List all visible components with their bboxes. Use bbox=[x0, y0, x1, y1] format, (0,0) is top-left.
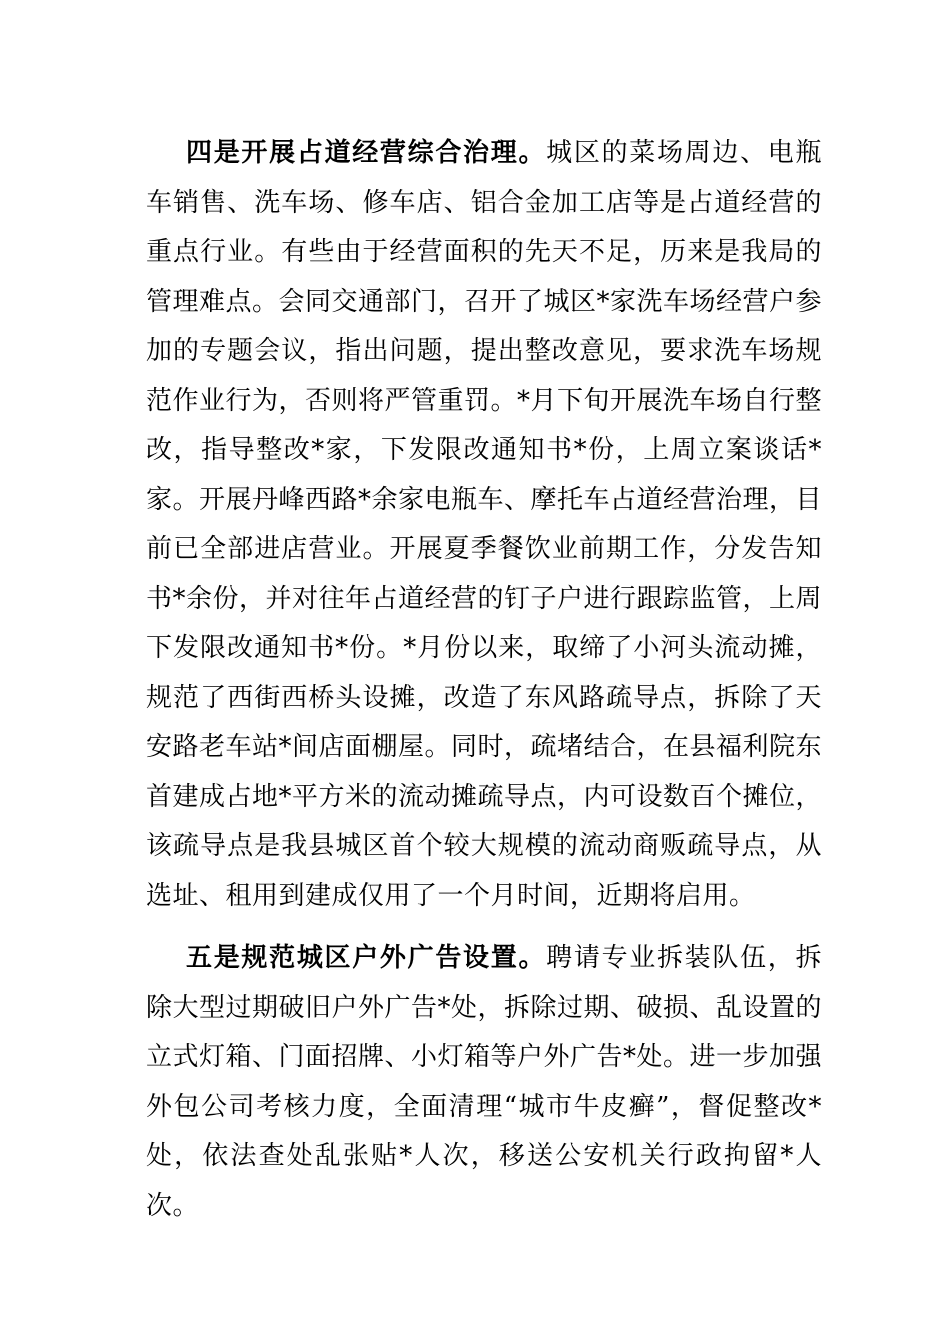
paragraph-text: 城区的菜场周边、电瓶车销售、洗车场、修车店、铝合金加工店等是占道经营的重点行业。有些由于经营面积的先天不足，历来是我局的管理难点。会同交通部门，召开了城区*家洗车场经营户参加的专题会议，指出问题，提出整改意见，要求洗车场规范作业行为，否则将严管重罚。*月下旬开展洗车场自行整改，指导整改*家，下发限改通知书*份，上周立案谈话*家。开展丹峰西路*余家电瓶车、摩托车占道经营治理，目前已全部进店营业。开展夏季餐饮业前期工作，分发告知书*余份，并对往年占道经营的钉子户进行跟踪监管，上周下发限改通知书*份。*月份以来，取缔了小河头流动摊，规范了西街西桥头设摊，改造了东风路疏导点，拆除了天安路老车站*间店面棚屋。同时，疏堵结合，在县福利院东首建成占地*平方米的流动摊疏导点，内可设数百个摊位，该疏导点是我县城区首个较大规模的流动商贩疏导点，从选址、租用到建成仅用了一个月时间，近期将启用。 bbox=[146, 138, 823, 911]
paragraph-heading: 四是开展占道经营综合治理。 bbox=[186, 138, 547, 168]
paragraph-heading: 五是规范城区户外广告设置。 bbox=[186, 943, 547, 973]
paragraph-text: 聘请专业拆装队伍，拆除大型过期破旧户外广告*处，拆除过期、破损、乱设置的立式灯箱、门面招牌、小灯箱等户外广告*处。进一步加强外包公司考核力度，全面清理“城市牛皮癣”，督促整改*处，依法查处乱张贴*人次，移送公安机关行政拘留*人次。 bbox=[146, 943, 823, 1221]
paragraph-occupied-road-business bbox=[146, 129, 822, 921]
paragraph-outdoor-advertising bbox=[146, 934, 822, 1231]
document-body bbox=[146, 129, 822, 1231]
